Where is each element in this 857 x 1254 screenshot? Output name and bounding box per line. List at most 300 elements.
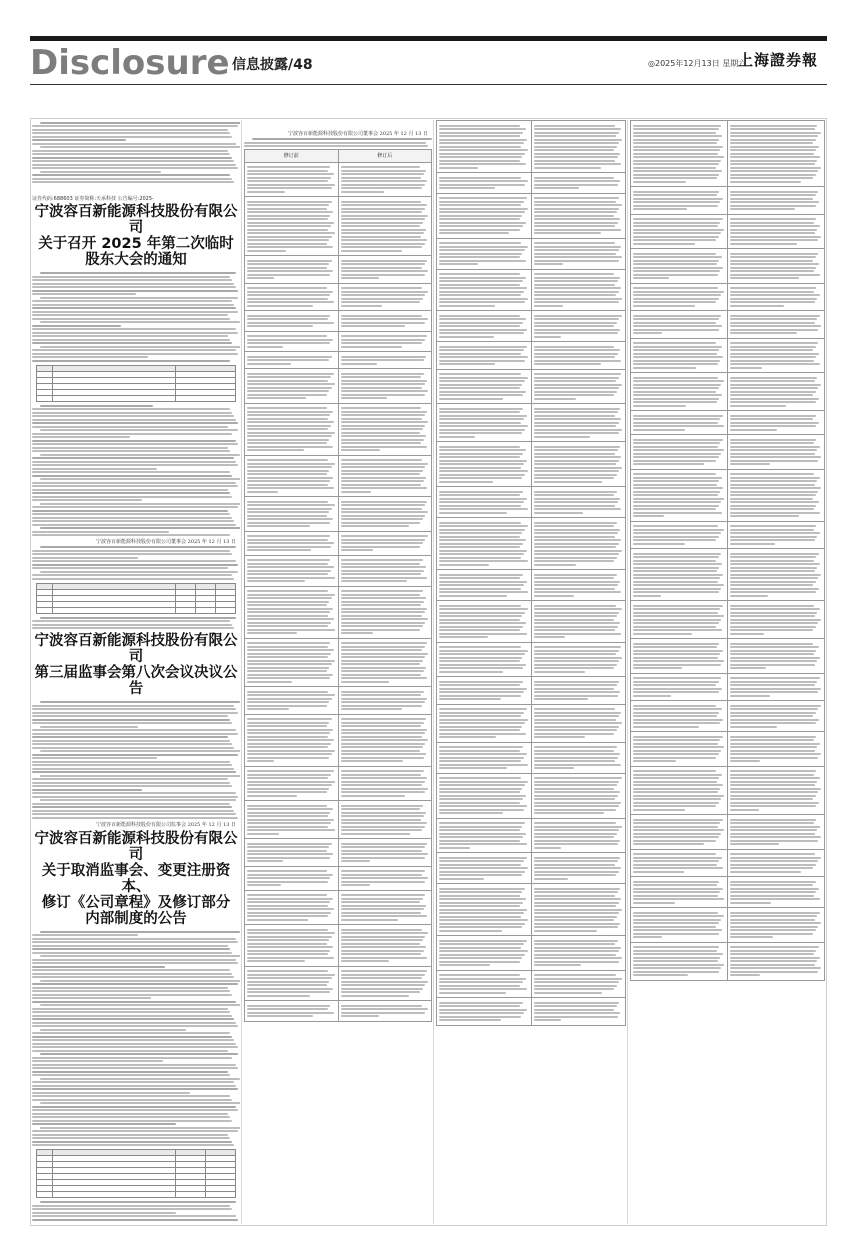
table-cell [245,311,339,332]
text-line [633,777,719,779]
text-line [633,857,722,859]
text-line [247,853,333,855]
text-line [534,1016,618,1018]
text-line [534,287,622,289]
table-row [245,687,432,715]
body-text-block [32,272,240,362]
text-line [247,618,334,620]
text-line [730,760,760,762]
text-line [32,708,236,710]
text-line [633,415,723,417]
text-line [534,708,615,710]
text-line [247,222,334,224]
text-line [341,325,406,327]
text-line [633,198,723,200]
text-line [633,563,722,565]
table-cell [245,1001,339,1022]
text-line [730,349,813,351]
text-line [730,291,814,293]
text-line [633,125,721,127]
text-line [730,267,816,269]
table-cell [531,193,626,238]
table-cell [338,369,432,404]
text-line [633,205,718,207]
text-line [534,356,615,358]
text-line [439,1012,524,1014]
text-line [633,191,719,193]
text-line [247,380,328,382]
text-line [633,425,724,427]
text-line [341,660,423,662]
text-line [341,449,381,451]
text-line [534,553,620,555]
text-line [32,332,238,334]
text-line [247,418,328,420]
table-cell [245,455,339,497]
text-line [341,318,429,320]
text-line [730,225,820,227]
text-line [32,564,238,566]
text-line [633,667,682,669]
text-line [633,380,724,382]
text-line [730,163,815,165]
text-line [341,701,425,703]
text-line [534,149,615,151]
text-line [534,418,622,420]
text-line [439,263,478,265]
text-line [247,184,335,186]
text-line [439,950,528,952]
text-line [534,857,621,859]
text-line [534,294,616,296]
text-line [32,447,228,449]
text-line [439,581,527,583]
text-line [633,902,675,904]
text-line [730,574,821,576]
text-line [534,360,622,362]
articles-comparison-table [436,120,626,1026]
text-line [534,992,603,994]
text-line [439,418,524,420]
text-line [341,566,427,568]
table-cell [338,531,432,555]
text-line [534,767,574,769]
text-line [247,580,305,582]
text-line [341,229,427,231]
text-line [32,419,236,421]
text-line [247,187,332,189]
text-line [341,577,428,579]
text-line [730,142,813,144]
text-line [32,1215,236,1217]
text-line [633,964,724,966]
text-line [534,408,621,410]
text-line [341,784,422,786]
text-line [439,664,526,666]
text-line [730,867,813,869]
text-line [247,884,281,886]
text-line [32,1015,232,1017]
text-line [341,957,428,959]
text-line [341,501,428,503]
text-line [534,204,623,206]
text-line [534,847,562,849]
text-line [247,387,332,389]
text-line [730,691,818,693]
text-line [534,156,618,158]
text-line [32,1022,236,1024]
text-line [439,753,527,755]
text-line [32,997,151,999]
text-line [247,611,330,613]
text-line [730,791,818,793]
table-cell [531,853,626,884]
text-line [730,515,799,517]
text-line [32,1144,234,1146]
text-line [439,529,525,531]
column-divider [627,120,628,1224]
text-line [730,757,818,759]
text-line [32,994,232,996]
text-line [730,553,819,555]
text-line [341,322,426,324]
text-line [730,201,819,203]
text-line [341,881,426,883]
text-line [32,1036,232,1038]
text-line [439,260,526,262]
text-line [730,563,820,565]
text-line [247,566,334,568]
table-cell [437,818,532,853]
text-line [40,955,240,957]
text-line [341,274,426,276]
text-line [439,128,526,130]
text-line [633,456,719,458]
text-line [341,988,423,990]
text-line [439,619,520,621]
text-line [633,442,720,444]
text-line [439,346,527,348]
text-line [247,984,327,986]
table-cell [531,121,626,173]
text-line [247,663,332,665]
text-line [730,946,819,948]
text-line [730,298,817,300]
text-line [534,605,616,607]
text-line [730,198,813,200]
text-line [534,805,619,807]
text-line [32,1067,238,1069]
text-line [247,173,334,175]
text-line [247,642,330,644]
table-cell [631,673,728,701]
text-line [341,397,388,399]
text-line [534,591,622,593]
text-line [341,277,379,279]
text-line [439,432,522,434]
text-line [730,567,817,569]
text-line [439,957,522,959]
table-cell [631,877,728,908]
text-line [341,953,422,955]
text-line [730,884,813,886]
text-line [247,919,308,921]
text-line [534,860,618,862]
text-line [534,671,585,673]
text-line [32,353,238,355]
table-cell [437,642,532,677]
text-line [633,971,719,973]
text-line [730,422,819,424]
text-line [730,508,814,510]
text-line [633,363,718,365]
text-line [730,912,820,914]
text-line [534,184,618,186]
text-line [730,236,821,238]
text-line [247,932,335,934]
text-line [32,1050,228,1052]
text-line [439,291,524,293]
text-line [341,1005,422,1007]
text-line [633,633,692,635]
text-line [439,653,525,655]
text-line [247,590,328,592]
table-cell [631,435,728,470]
text-line [32,440,236,442]
text-line [534,985,617,987]
text-line [534,691,621,693]
text-line [633,681,719,683]
text-line [633,619,721,621]
text-line [32,360,230,362]
text-line [341,663,421,665]
text-line [32,136,232,138]
text-line [32,167,238,169]
text-line [534,719,616,721]
text-line [32,962,238,964]
text-line [633,836,719,838]
text-line [32,1008,228,1010]
text-line [439,353,521,355]
text-line [247,291,333,293]
text-line [247,287,327,289]
text-line [439,225,523,227]
text-line [633,646,717,648]
text-line [247,301,334,303]
table-row [631,849,825,877]
text-line [32,339,230,341]
text-line [247,701,329,703]
text-line [633,567,719,569]
text-line [32,164,236,166]
text-line [247,777,328,779]
text-line [633,664,721,666]
text-line [730,936,773,938]
text-line [247,833,279,835]
table-cell [245,283,339,311]
text-line [534,477,615,479]
text-line [439,719,528,721]
text-line [730,681,817,683]
text-line [341,808,421,810]
text-line [534,722,623,724]
text-line [341,974,425,976]
text-line [40,297,238,299]
text-line [534,978,623,980]
text-line [730,305,784,307]
text-line [32,796,238,798]
text-line [534,246,622,248]
text-line [534,280,618,282]
text-line [247,653,331,655]
text-line [40,701,240,703]
text-line [730,191,818,193]
text-line [40,750,240,752]
text-line [439,329,527,331]
text-line [244,142,426,144]
text-line [32,143,236,145]
text-line [534,491,617,493]
masthead [30,44,827,82]
text-line [341,691,424,693]
text-line [730,736,816,738]
text-line [247,487,334,489]
table-cell [245,369,339,404]
text-line [439,463,524,465]
table-cell [437,342,532,370]
text-line [439,249,525,251]
text-line [534,912,620,914]
text-line [534,273,615,275]
text-line [341,435,427,437]
text-line [633,256,722,258]
text-line [247,549,311,551]
text-line [341,225,421,227]
text-line [534,253,616,255]
text-line [32,1095,230,1097]
text-line [633,287,718,289]
text-line [247,390,329,392]
text-line [247,263,329,265]
text-line [633,898,724,900]
text-line [32,422,238,424]
table-cell [531,173,626,194]
text-line [247,981,329,983]
text-line [534,619,615,621]
text-line [730,626,816,628]
table-cell [245,403,339,455]
text-line [439,860,524,862]
text-line [341,232,424,234]
text-line [341,946,427,948]
text-line [247,677,330,679]
table-cell [728,338,825,373]
text-line [40,726,138,728]
text-line [341,884,370,886]
text-line [633,960,718,962]
text-line [633,170,722,172]
text-line [534,460,619,462]
text-line [534,753,621,755]
text-line [633,508,716,510]
text-line [534,878,569,880]
text-line [730,964,815,966]
text-line [32,567,228,569]
text-line [32,1025,238,1027]
text-line [534,919,615,921]
text-line [32,578,234,580]
text-line [247,812,330,814]
text-line [439,836,523,838]
text-line [534,947,622,949]
text-line [730,263,819,265]
table-row [437,970,626,998]
text-line [534,142,620,144]
text-line [341,480,424,482]
text-line [341,936,426,938]
text-line [730,657,820,659]
text-line [32,342,232,344]
text-line [730,805,816,807]
text-line [32,415,234,417]
text-line [633,895,718,897]
table-cell [437,570,532,601]
text-line [341,425,426,427]
text-line [439,557,521,559]
text-line [730,753,821,755]
text-line [341,795,406,797]
text-line [730,491,818,493]
table-cell [245,925,339,967]
table-cell [631,942,728,980]
text-line [247,342,330,344]
text-line [439,722,525,724]
text-line [534,249,619,251]
text-line [341,777,428,779]
text-line [32,705,234,707]
text-line [439,577,520,579]
text-line [40,272,236,274]
text-line [341,874,422,876]
text-line [247,988,333,990]
text-line [341,342,422,344]
text-line [730,160,817,162]
text-line [439,384,522,386]
text-line [341,414,425,416]
text-line [247,446,333,448]
text-line [439,142,524,144]
text-line [32,464,238,466]
text-line [534,564,576,566]
text-line [534,788,615,790]
text-line [341,491,372,493]
text-line [32,496,232,498]
text-line [439,646,521,648]
text-line [439,125,520,127]
text-line [633,225,718,227]
text-line [439,453,523,455]
table-row [631,338,825,373]
text-line [439,197,527,199]
text-line [633,422,718,424]
text-line [247,204,329,206]
text-line [633,612,718,614]
text-line [40,1053,238,1055]
text-line [341,432,421,434]
text-line [439,954,525,956]
text-line [247,435,332,437]
text-line [32,729,236,731]
